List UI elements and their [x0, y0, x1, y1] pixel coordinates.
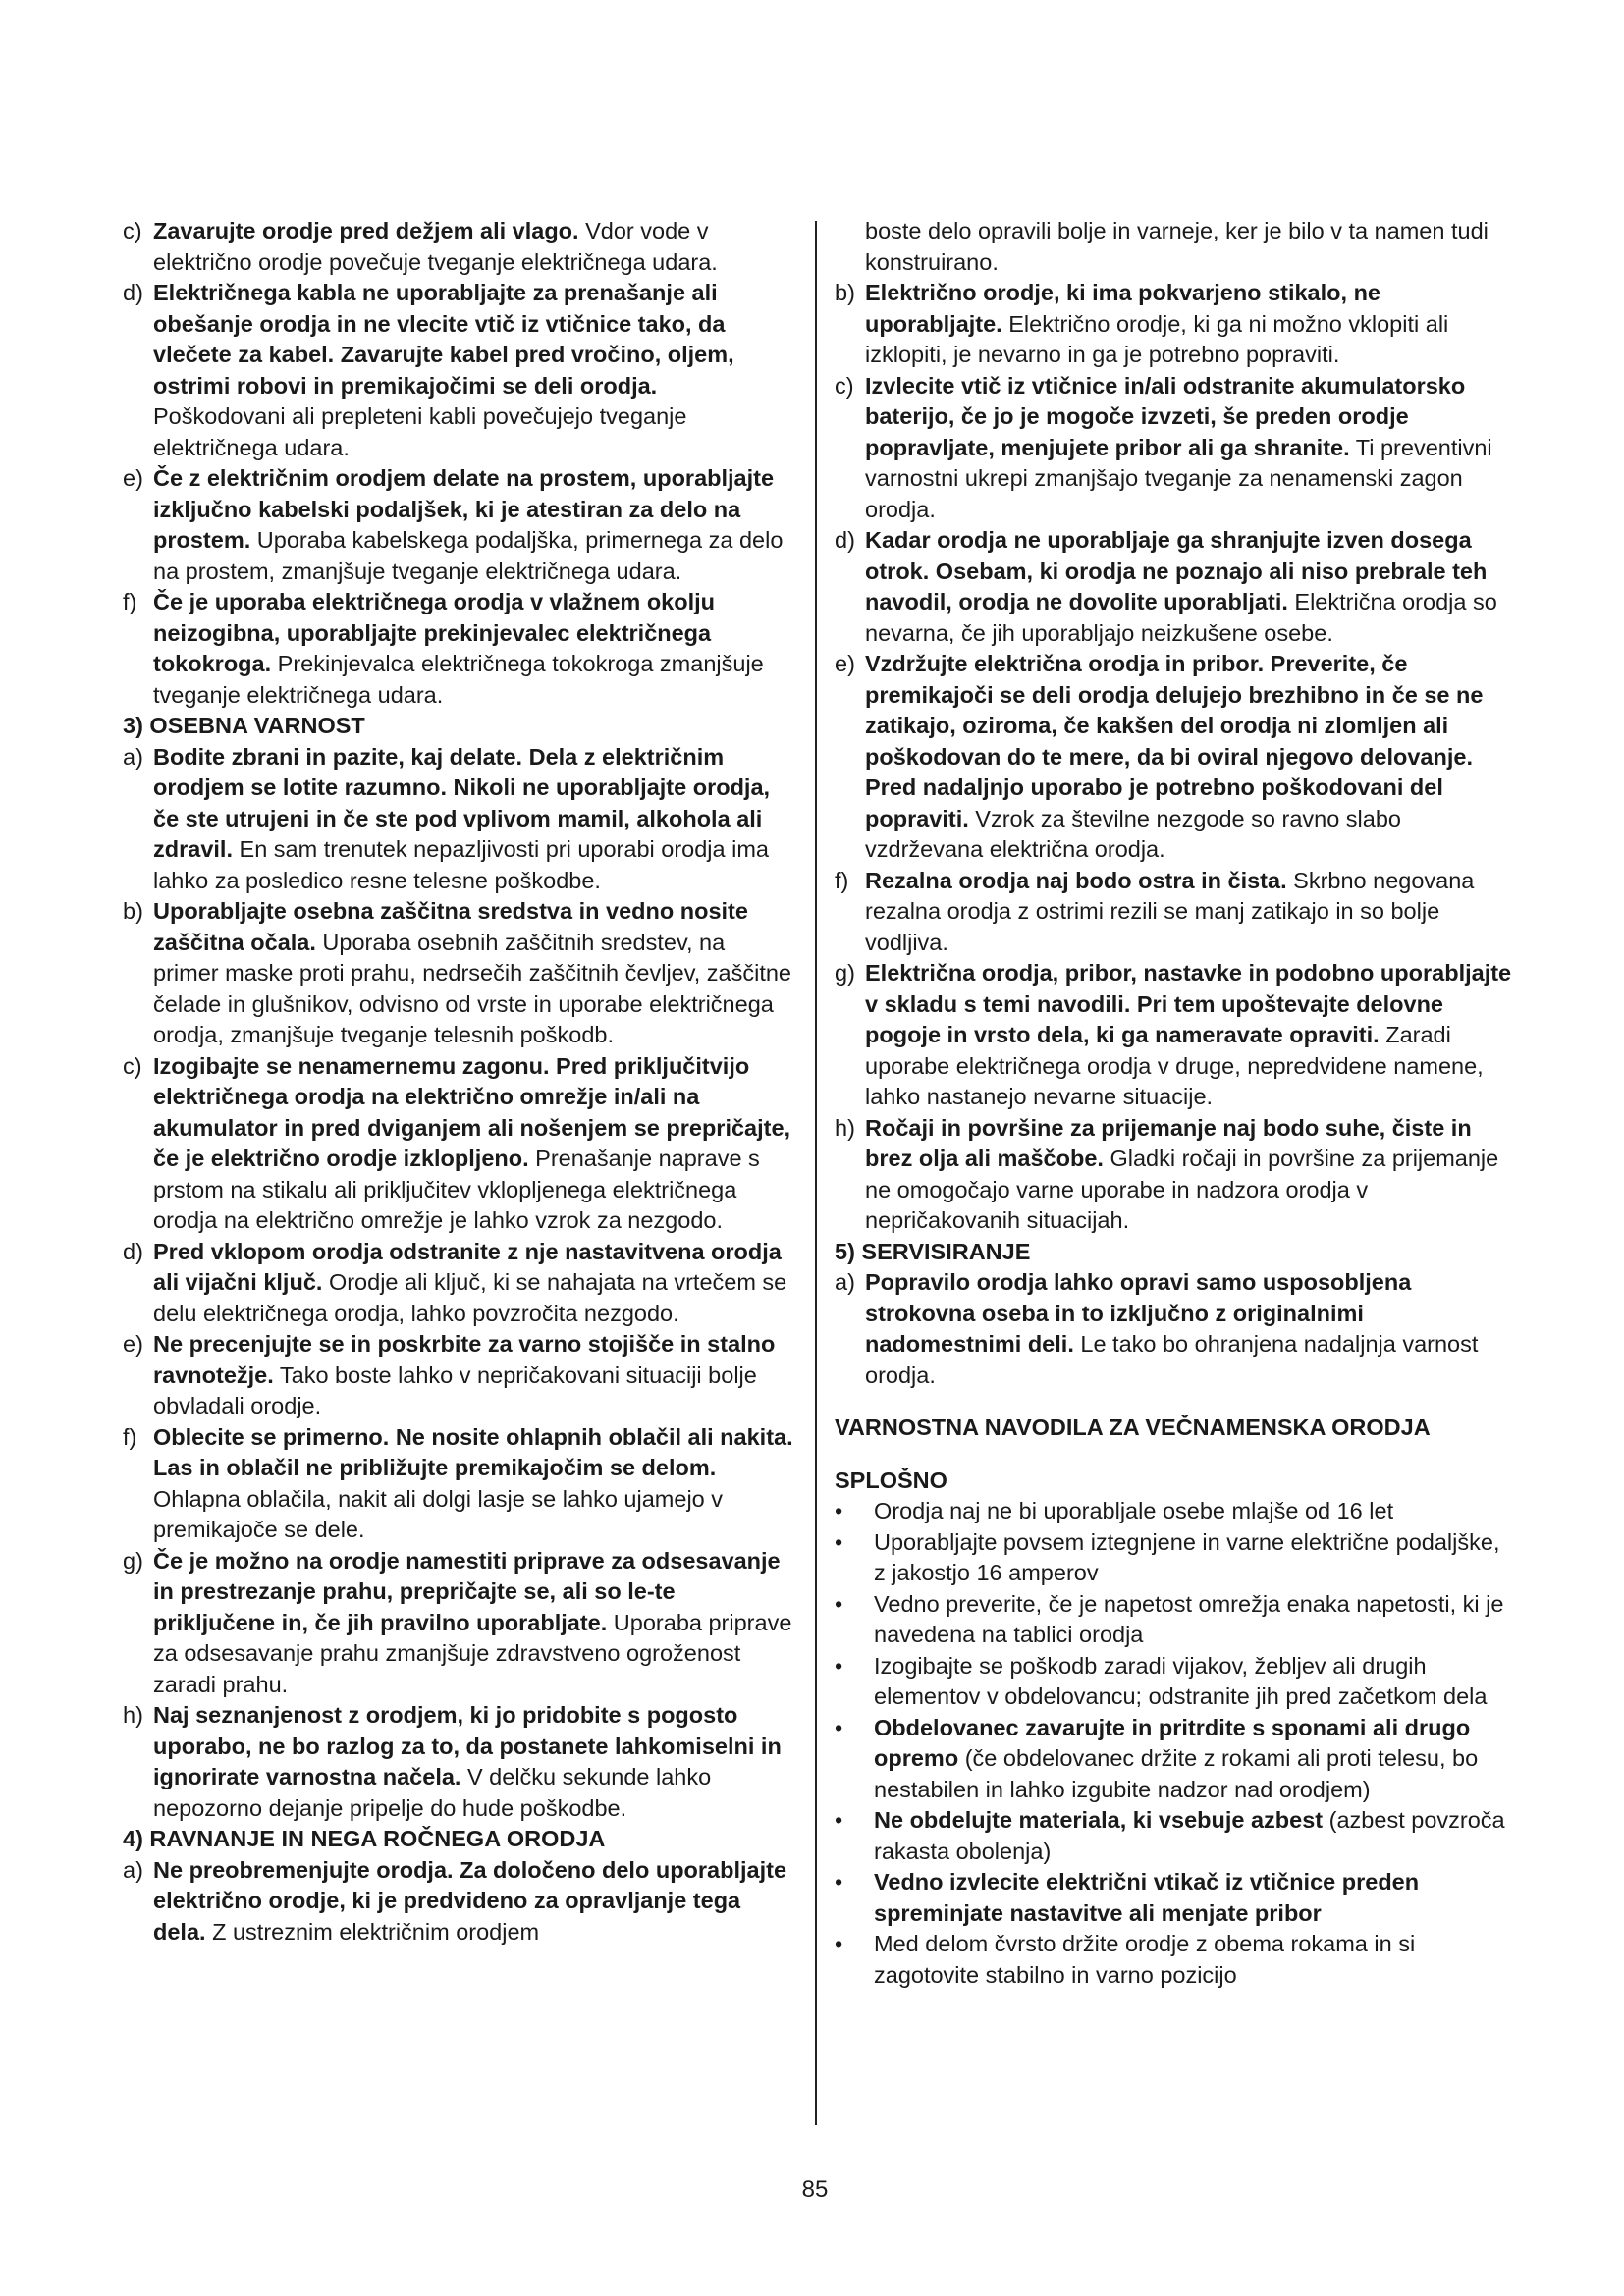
- bullet-icon: •: [835, 1498, 843, 1523]
- bullet-item: • Vedno izvlecite električni vtikač iz vtičnice preden spreminjate nastavitve ali menjate pribor: [835, 1869, 1420, 1926]
- bullet-icon: •: [835, 1528, 843, 1555]
- list-item: e) Vzdržujte električna orodja in pribor. Preverite, če premikajoči se deli orodja delujejo brezhibno in če se ne zatikajo, oziroma, če kakšen del orodja ni zlomljen ali poškodovan do te mere, da bi oviral njegovo delovanje. Pred nadaljnjo uporabo je potrebno poškodovani del popraviti. Vzrok za številne nezgode so ravno slabo vzdrževana električna orodja.: [835, 651, 1484, 862]
- bullet-item: • Vedno preverite, če je napetost omrežja enaka napetosti, ki je navedena na tablici orodja: [835, 1590, 1504, 1647]
- bullet-icon: •: [835, 1652, 843, 1679]
- bullet-icon: •: [835, 1869, 843, 1895]
- list-item: g) Električna orodja, pribor, nastavke in podobno uporabljajte v skladu s temi navodili. Pri tem upoštevajte delovne pogoje in vrsto dela, ki ga nameravate opraviti. Zaradi uporabe električnega orodja v druge, nepredvidene namene, lahko nastanejo nevarne situacije.: [835, 960, 1512, 1109]
- list-item: b) Uporabljajte osebna zaščitna sredstva in vedno nosite zaščitna očala. Uporaba osebnih zaščitnih sredstev, na primer maske proti prahu, nedrsečih zaščitnih čevljev, zaščitne čelade in glušnikov, odvisno od vrste in uporabe električnega orodja, zmanjšuje tveganje telesnih poškodb.: [123, 898, 792, 1047]
- right-column: [835, 216, 1512, 1991]
- list-item: d) Kadar orodja ne uporabljaje ga shranjujte izven dosega otrok. Osebam, ki orodja ne poznajo ali niso prebrale teh navodil, orodja ne dovolite uporabljati. Električna orodja so nevarna, če jih uporabljajo neizkušene osebe.: [835, 527, 1497, 646]
- left-column: [123, 216, 795, 1948]
- section-heading-servicing: 5) SERVISIRANJE: [835, 1238, 1031, 1264]
- list-item: c) Izogibajte se nenamernemu zagonu. Pred priključitvijo električnega orodja na električno omrežje in/ali na akumulator in pred dviganjem ali nošenjem se prepričajte, če je električno orodje izklopljeno. Prenašanje naprave s prstom na stikalu ali priključitev vklopljenega električnega orodja na električno omrežje je lahko vzrok za nezgodo.: [123, 1052, 791, 1233]
- bullet-item: • Ne obdelujte materiala, ki vsebuje azbest (azbest povzroča rakasta obolenja): [835, 1807, 1505, 1864]
- bullet-icon: •: [835, 1714, 843, 1740]
- bullet-item: • Med delom čvrsto držite orodje z obema rokama in si zagotovite stabilno in varno pozicijo: [835, 1931, 1416, 1988]
- list-item: h) Naj seznanjenost z orodjem, ki jo pridobite s pogosto uporabo, ne bo razlog za to, da postanete lahkomiselni in ignorirate varnostna načela. V delčku sekunde lahko nepozorno dejanje pripelje do hude poškodbe.: [123, 1702, 782, 1821]
- bullet-item: • Orodja naj ne bi uporabljale osebe mlajše od 16 let: [835, 1496, 1512, 1527]
- section-heading-personal-safety: 3) OSEBNA VARNOST: [123, 713, 365, 738]
- list-item: a) Popravilo orodja lahko opravi samo usposobljena strokovna oseba in to izključno z originalnimi nadomestnimi deli. Le tako bo ohranjena nadaljnja varnost orodja.: [835, 1269, 1479, 1388]
- column-divider: [815, 221, 817, 2125]
- list-item: h) Ročaji in površine za prijemanje naj bodo suhe, čiste in brez olja ali maščobe. Gladki ročaji in površine za prijemanje ne omogočajo varne uporabe in nadzora orodja v nepričakovanih situacijah.: [835, 1114, 1499, 1233]
- list-item: d) Električnega kabla ne uporabljajte za prenašanje ali obešanje orodja in ne vlecite vtič iz vtičnice tako, da vlečete za kabel. Zavarujte kabel pred vročino, oljem, ostrimi robovi in premikajočimi se deli orodja. Poškodovani ali prepleteni kabli povečujejo tveganje električnega udara.: [123, 280, 734, 460]
- list-item: c) Zavarujte orodje pred dežjem ali vlago. Vdor vode v električno orodje povečuje tveganje električnega udara.: [123, 218, 718, 275]
- list-item: c) Izvlecite vtič iz vtičnice in/ali odstranite akumulatorsko baterijo, če jo je mogoče izvzeti, še preden orodje popravljate, menjujete pribor ali ga shranite. Ti preventivni varnostni ukrepi zmanjšajo tveganje za nenamenski zagon orodja.: [835, 372, 1492, 522]
- bullet-item: • Izogibajte se poškodb zaradi vijakov, žebljev ali drugih elementov v obdelovancu; odstranite jih pred začetkom dela: [835, 1652, 1488, 1709]
- section-heading-tool-care: 4) RAVNANJE IN NEGA ROČNEGA ORODJA: [123, 1826, 606, 1851]
- page-number: 85: [801, 2176, 829, 2203]
- list-item: f) Rezalna orodja naj bodo ostra in čista. Skrbno negovana rezalna orodja z ostrimi rezili se manj zatikajo in so bolje vodljiva.: [835, 867, 1475, 955]
- bullet-icon: •: [835, 1590, 843, 1617]
- list-item: a) Ne preobremenjujte orodja. Za določeno delo uporabljajte električno orodje, ki je predvideno za opravljanje tega dela. Z ustreznim električnim orodjem: [123, 1856, 787, 1945]
- list-item: e) Ne precenjujte se in poskrbite za varno stojišče in stalno ravnotežje. Tako boste lahko v nepričakovani situaciji bolje obvladali orodje.: [123, 1331, 776, 1418]
- bullet-icon: •: [835, 1807, 843, 1833]
- list-item: g) Če je možno na orodje namestiti priprave za odsesavanje in prestrezanje prahu, prepričajte se, ali so le-te priključene in, če jih pravilno uporabljate. Uporaba priprave za odsesavanje prahu zmanjšuje zdravstveno ogroženost zaradi prahu.: [123, 1547, 792, 1697]
- list-item: e) Če z električnim orodjem delate na prostem, uporabljajte izključno kabelski podaljšek, ki je atestiran za delo na prostem. Uporaba kabelskega podaljška, primernega za delo na prostem, zmanjšuje tveganje električnega udara.: [123, 465, 784, 584]
- continued-paragraph: boste delo opravili bolje in varneje, ker je bilo v ta namen tudi konstruirano.: [865, 218, 1489, 275]
- bullet-item: • Uporabljajte povsem iztegnjene in varne električne podaljške, z jakostjo 16 amperov: [835, 1528, 1500, 1585]
- list-item: b) Električno orodje, ki ima pokvarjeno stikalo, ne uporabljajte. Električno orodje, ki ga ni možno vklopiti ali izklopiti, je nevarno in ga je potrebno popraviti.: [835, 280, 1449, 367]
- list-item: f) Če je uporaba električnega orodja v vlažnem okolju neizogibna, uporabljajte prekinjevalec električnega tokokroga. Prekinjevalca električnega tokokroga zmanjšuje tveganje električnega udara.: [123, 589, 764, 708]
- list-item: d) Pred vklopom orodja odstranite z nje nastavitvena orodja ali vijačni ključ. Orodje ali ključ, ki se nahajata na vrtečem se delu električnega orodja, lahko povzročita nezgodo.: [123, 1238, 787, 1326]
- sub-heading: SPLOŠNO: [835, 1467, 947, 1493]
- bullet-icon: •: [835, 1931, 843, 1956]
- list-item: a) Bodite zbrani in pazite, kaj delate. Dela z električnim orodjem se lotite razumno. Nikoli ne uporabljajte orodja, če ste utrujeni in če ste pod vplivom mamil, alkohola ali zdravil. En sam trenutek nepazljivosti pri uporabi orodja ima lahko za posledico resne telesne poškodbe.: [123, 743, 771, 893]
- list-item: f) Oblecite se primerno. Ne nosite ohlapnih oblačil ali nakita. Las in oblačil ne približujte premikajočim se delom. Ohlapna oblačila, nakit ali dolgi lasje se lahko ujamejo v premikajoče se dele.: [123, 1423, 793, 1542]
- bullet-item: • Obdelovanec zavarujte in pritrdite s sponami ali drugo opremo (če obdelovanec držite z rokami ali proti telesu, bo nestabilen in lahko izgubite nadzor nad orodjem): [835, 1714, 1479, 1802]
- main-heading: VARNOSTNA NAVODILA ZA VEČNAMENSKA ORODJA: [835, 1415, 1431, 1440]
